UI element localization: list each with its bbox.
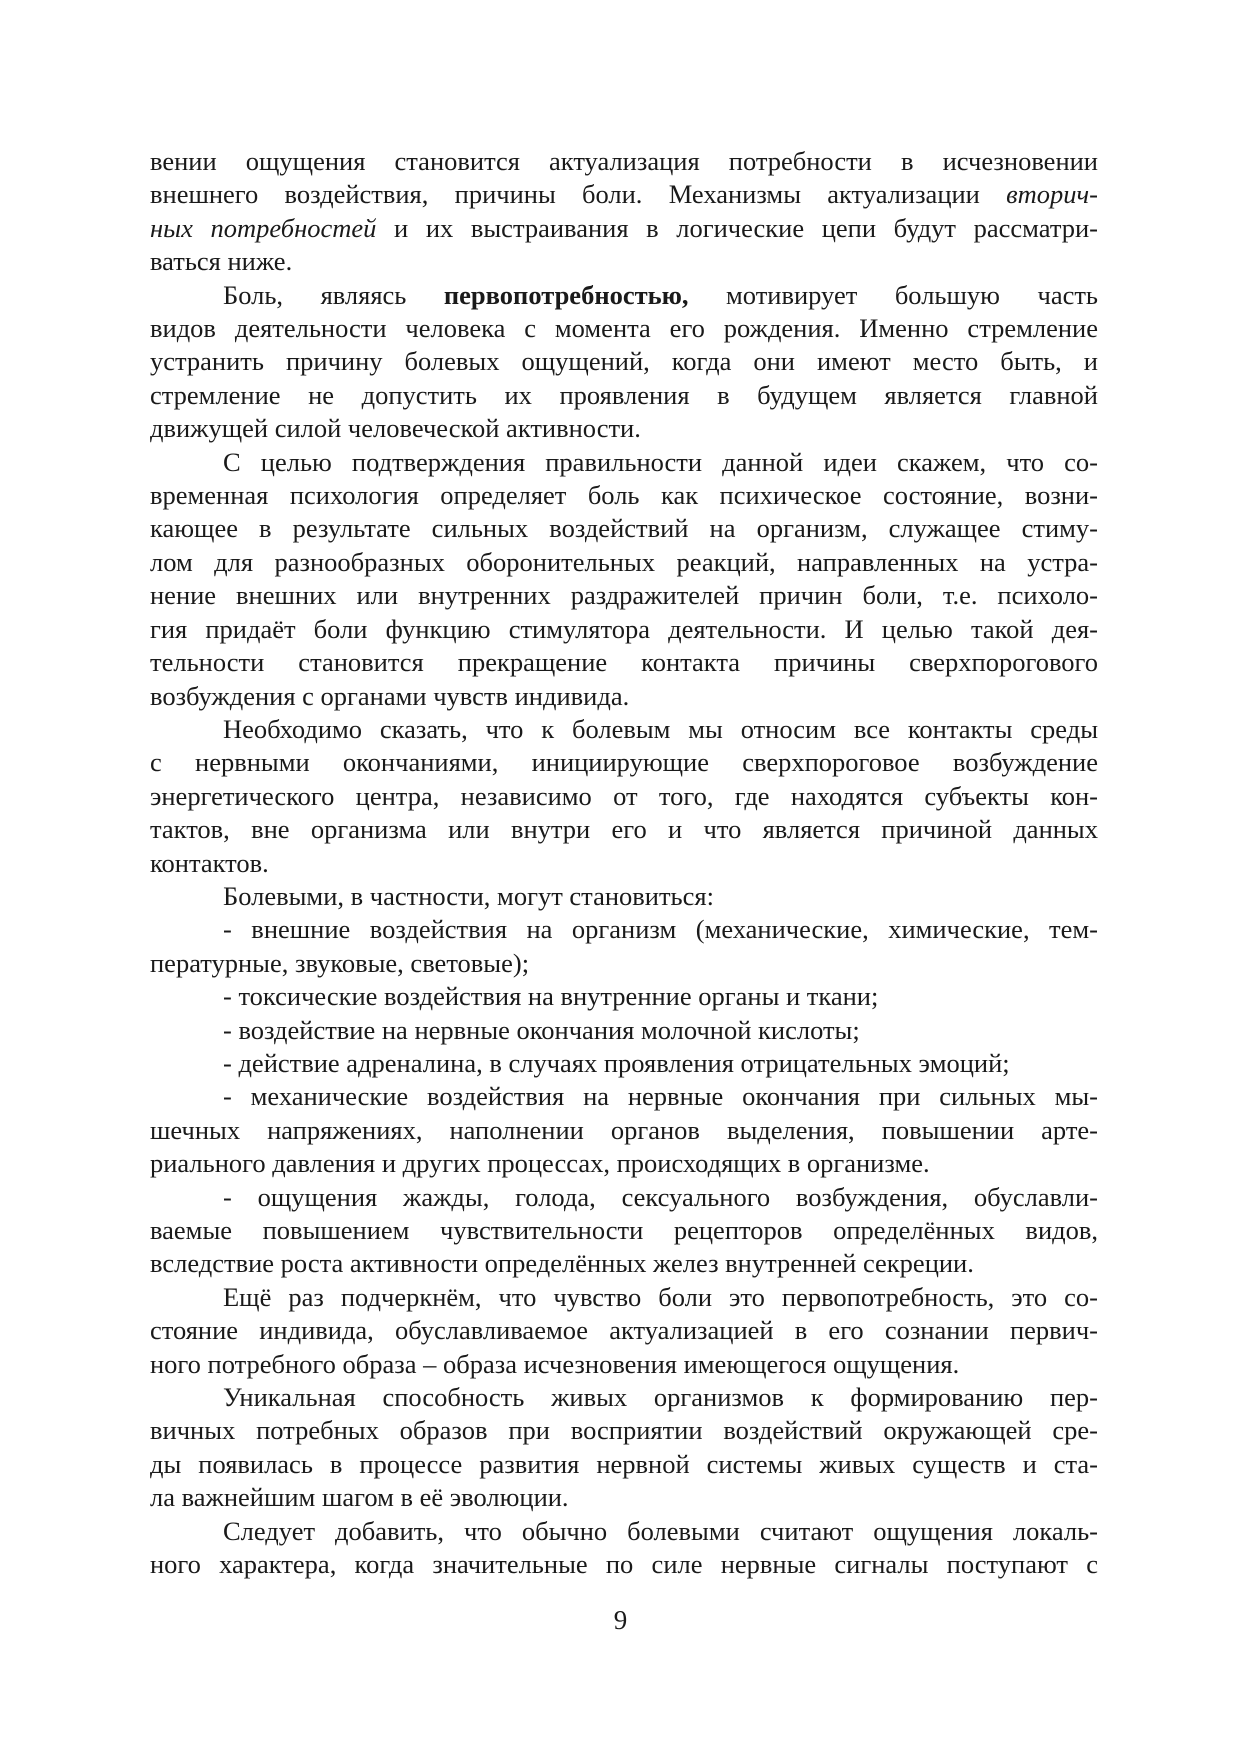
- text-run: контактов.: [150, 847, 269, 878]
- text-line: [150, 713, 1098, 746]
- paragraph-p7: [150, 980, 1098, 1013]
- text-run: Следует добавить, что обычно болевыми считают ощущения локаль-: [223, 1515, 1098, 1546]
- text-line: [150, 947, 1098, 980]
- text-run: лом для разнообразных оборонительных реакций, направленных на устра-: [150, 546, 1098, 577]
- text-line: [150, 1147, 1098, 1180]
- text-run: ного потребного образа – образа исчезновения имеющегося ощущения.: [150, 1348, 960, 1379]
- text-run: - внешние воздействия на организм (механические, химические, тем-: [223, 914, 1098, 945]
- text-line: [150, 1214, 1098, 1247]
- bold-text: первопотребностью,: [443, 279, 689, 310]
- paragraph-p5: [150, 880, 1098, 913]
- text-run: устранить причину болевых ощущений, когда они имеют место быть, и: [150, 346, 1098, 377]
- text-line: [150, 579, 1098, 612]
- text-line: [150, 1515, 1098, 1548]
- text-line: [150, 1247, 1098, 1280]
- paragraph-p6: [150, 913, 1098, 980]
- text-line: [150, 680, 1098, 713]
- text-line: [150, 345, 1098, 378]
- text-run: мотивирует большую часть: [688, 279, 1099, 310]
- text-line: [150, 145, 1098, 178]
- paragraph-p13: [150, 1381, 1098, 1515]
- text-run: ваемые повышением чувствительности рецепторов определённых видов,: [150, 1215, 1098, 1245]
- text-line: [150, 212, 1098, 245]
- text-run: вении ощущения становится актуализация потребности в исчезновении: [150, 146, 1098, 176]
- text-line: [150, 1047, 1098, 1080]
- text-run: - действие адреналина, в случаях проявления отрицательных эмоций;: [223, 1047, 1010, 1078]
- text-run: шечных напряжениях, наполнении органов выделения, повышении арте-: [150, 1114, 1098, 1145]
- text-line: [150, 245, 1098, 278]
- text-run: Болевыми, в частности, могут становиться:: [223, 880, 714, 911]
- text-line: [150, 1548, 1098, 1581]
- text-run: видов деятельности человека с момента его рождения. Именно стремление: [150, 313, 1098, 344]
- text-line: [150, 746, 1098, 779]
- text-line: [150, 1414, 1098, 1447]
- text-run: стояние индивида, обуславливаемое актуализацией в его сознании первич-: [150, 1315, 1098, 1346]
- text-line: [150, 312, 1098, 345]
- text-line: [150, 847, 1098, 880]
- text-run: с нервными окончаниями, инициирующие сверхпороговое возбуждение: [150, 747, 1098, 778]
- text-line: [150, 279, 1098, 312]
- text-line: [150, 1448, 1098, 1481]
- text-line: [150, 546, 1098, 579]
- text-run: - механические воздействия на нервные окончания при сильных мы-: [223, 1081, 1098, 1112]
- text-line: [150, 646, 1098, 679]
- text-line: [150, 1381, 1098, 1414]
- text-run: ного характера, когда значительные по силе нервные сигналы поступают с: [150, 1549, 1098, 1580]
- paragraph-p1: [150, 145, 1098, 279]
- text-run: возбуждения с органами чувств индивида.: [150, 680, 630, 711]
- text-line: [150, 1281, 1098, 1314]
- paragraph-p9: [150, 1047, 1098, 1080]
- text-run: тактов, вне организма или внутри его и что является причиной данных: [150, 814, 1098, 845]
- text-line: [150, 980, 1098, 1013]
- text-run: гия придаёт боли функцию стимулятора деятельности. И целью такой дея-: [150, 613, 1098, 644]
- text-run: - токсические воздействия на внутренние органы и ткани;: [223, 981, 879, 1012]
- text-run: вследствие роста активности определённых желез внутренней секреции.: [150, 1248, 974, 1279]
- paragraph-p2: [150, 279, 1098, 446]
- text-line: [150, 479, 1098, 512]
- text-run: ваться ниже.: [150, 246, 293, 277]
- text-run: риального давления и других процессах, происходящих в организме.: [150, 1148, 930, 1179]
- paragraph-p3: [150, 446, 1098, 713]
- text-run: кающее в результате сильных воздействий на организм, служащее стиму-: [150, 513, 1098, 544]
- text-run: внешнего воздействия, причины боли. Механизмы актуализации: [150, 179, 1007, 210]
- text-run: временная психология определяет боль как психическое состояние, возни-: [150, 480, 1098, 511]
- text-run: стремление не допустить их проявления в будущем является главной: [150, 379, 1098, 410]
- text-run: - ощущения жажды, голода, сексуального возбуждения, обуславли-: [223, 1181, 1098, 1212]
- text-run: тельности становится прекращение контакта причины сверхпорогового: [150, 647, 1098, 678]
- text-run: ды появилась в процессе развития нервной системы живых существ и ста-: [150, 1448, 1098, 1479]
- text-run: Уникальная способность живых организмов к формированию пер-: [223, 1382, 1098, 1413]
- text-run: С целью подтверждения правильности данной идеи скажем, что со-: [223, 446, 1098, 477]
- text-line: [150, 1014, 1098, 1047]
- text-run: энергетического центра, независимо от того, где находятся субъекты кон-: [150, 780, 1098, 811]
- page-number: 9: [613, 1605, 628, 1635]
- paragraph-p4: [150, 713, 1098, 880]
- text-line: [150, 1481, 1098, 1514]
- text-line: [150, 613, 1098, 646]
- text-line: [150, 1181, 1098, 1214]
- page-body: [150, 145, 1098, 1581]
- text-run: и их выстраивания в логические цепи будут рассматри-: [376, 212, 1098, 243]
- text-line: [150, 512, 1098, 545]
- text-run: - воздействие на нервные окончания молочной кислоты;: [223, 1014, 860, 1045]
- paragraph-p8: [150, 1014, 1098, 1047]
- text-line: [150, 1114, 1098, 1147]
- text-run: Боль, являясь: [223, 279, 444, 310]
- text-line: [150, 780, 1098, 813]
- text-line: [150, 913, 1098, 946]
- text-line: [150, 1348, 1098, 1381]
- text-run: нение внешних или внутренних раздражителей причин боли, т.е. психоло-: [150, 580, 1098, 611]
- paragraph-p10: [150, 1080, 1098, 1180]
- text-line: [150, 813, 1098, 846]
- text-line: [150, 880, 1098, 913]
- text-run: движущей силой человеческой активности.: [150, 413, 641, 444]
- paragraph-p12: [150, 1281, 1098, 1381]
- text-run: Необходимо сказать, что к болевым мы относим все контакты среды: [223, 713, 1098, 744]
- paragraph-p11: [150, 1181, 1098, 1281]
- paragraph-p14: [150, 1515, 1098, 1582]
- italic-text: ных потребностей: [150, 212, 377, 243]
- text-run: Ещё раз подчеркнём, что чувство боли это первопотребность, это со-: [223, 1281, 1098, 1312]
- text-run: вичных потребных образов при восприятии воздействий окружающей сре-: [150, 1415, 1098, 1446]
- text-run: пературные, звуковые, световые);: [150, 947, 530, 978]
- text-run: ла важнейшим шагом в её эволюции.: [150, 1482, 569, 1513]
- text-line: [150, 446, 1098, 479]
- text-line: [150, 1314, 1098, 1347]
- text-line: [150, 379, 1098, 412]
- text-line: [150, 1080, 1098, 1113]
- text-line: [150, 412, 1098, 445]
- text-line: [150, 178, 1098, 211]
- italic-text: вторич-: [1006, 179, 1098, 210]
